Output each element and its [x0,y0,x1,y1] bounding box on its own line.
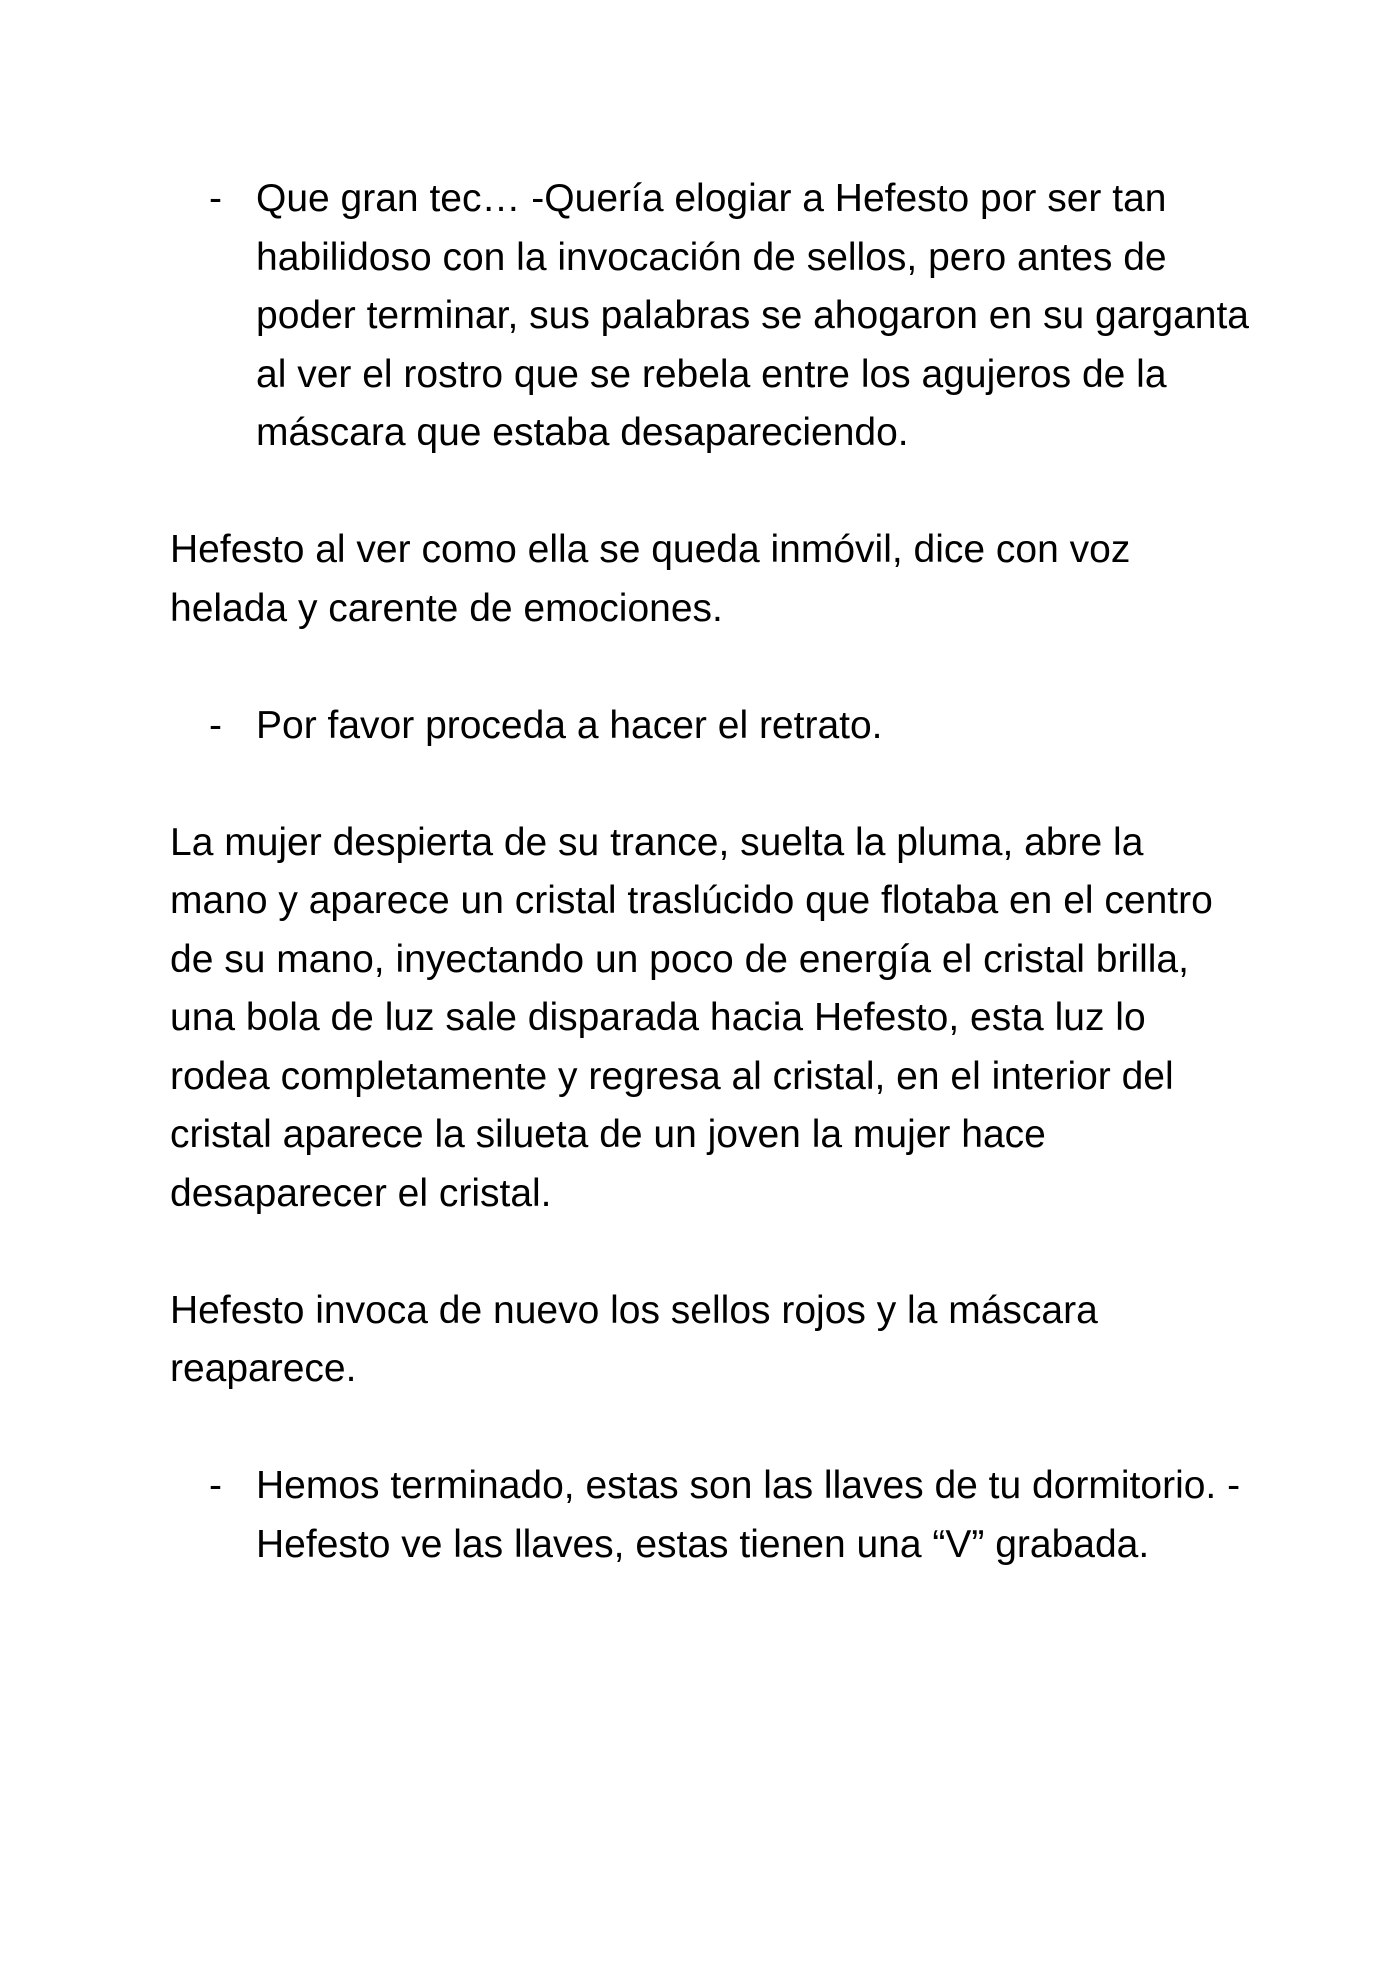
paragraph-1: Hefesto al ver como ella se queda inmóvil, dice con voz helada y carente de emociones. [170,528,1131,630]
dialogue-text: Que gran tec… -Quería elogiar a Hefesto por ser tan habilidoso con la invocación de sellos, pero antes de poder terminar, sus palabras se ahogaron en su garganta al ver el rostro que se rebela entre los agujeros de la máscara que estaba desapareciendo. [256,177,1249,454]
dialogue-dash: - [209,703,222,747]
dialogue-text: Por favor proceda a hacer el retrato. [256,703,883,747]
paragraph-gap [170,463,1250,522]
paragraph-3: Hefesto invoca de nuevo los sellos rojos y la máscara reaparece. [170,1288,1098,1390]
dialogue-dash: - [209,177,222,220]
paragraph-2: La mujer despierta de su trance, suelta la pluma, abre la mano y aparece un cristal traslúcido que flotaba en el centro de su mano, inyectando un poco de energía el cristal brilla, una bola de luz sale disparada hacia Hefesto, esta luz lo rodea completamente y regresa al cristal, en el interior del cristal aparece la silueta de un joven la mujer hace desaparecer el cristal. [170,820,1213,1215]
dialogue-line-1 [170,170,1250,463]
dialogue-text: Hemos terminado, estas son las llaves de tu dormitorio. -Hefesto ve las llaves, estas tienen una “V” grabada. [256,1464,1241,1566]
paragraph-gap [170,1399,1250,1458]
dialogue-line-3 [170,1457,1250,1574]
paragraph-gap [170,638,1250,697]
dialogue-dash: - [209,1464,222,1507]
paragraph-gap [170,755,1250,814]
paragraph-gap [170,1223,1250,1282]
document-body [170,170,1250,1574]
dialogue-line-2 [170,697,1250,756]
